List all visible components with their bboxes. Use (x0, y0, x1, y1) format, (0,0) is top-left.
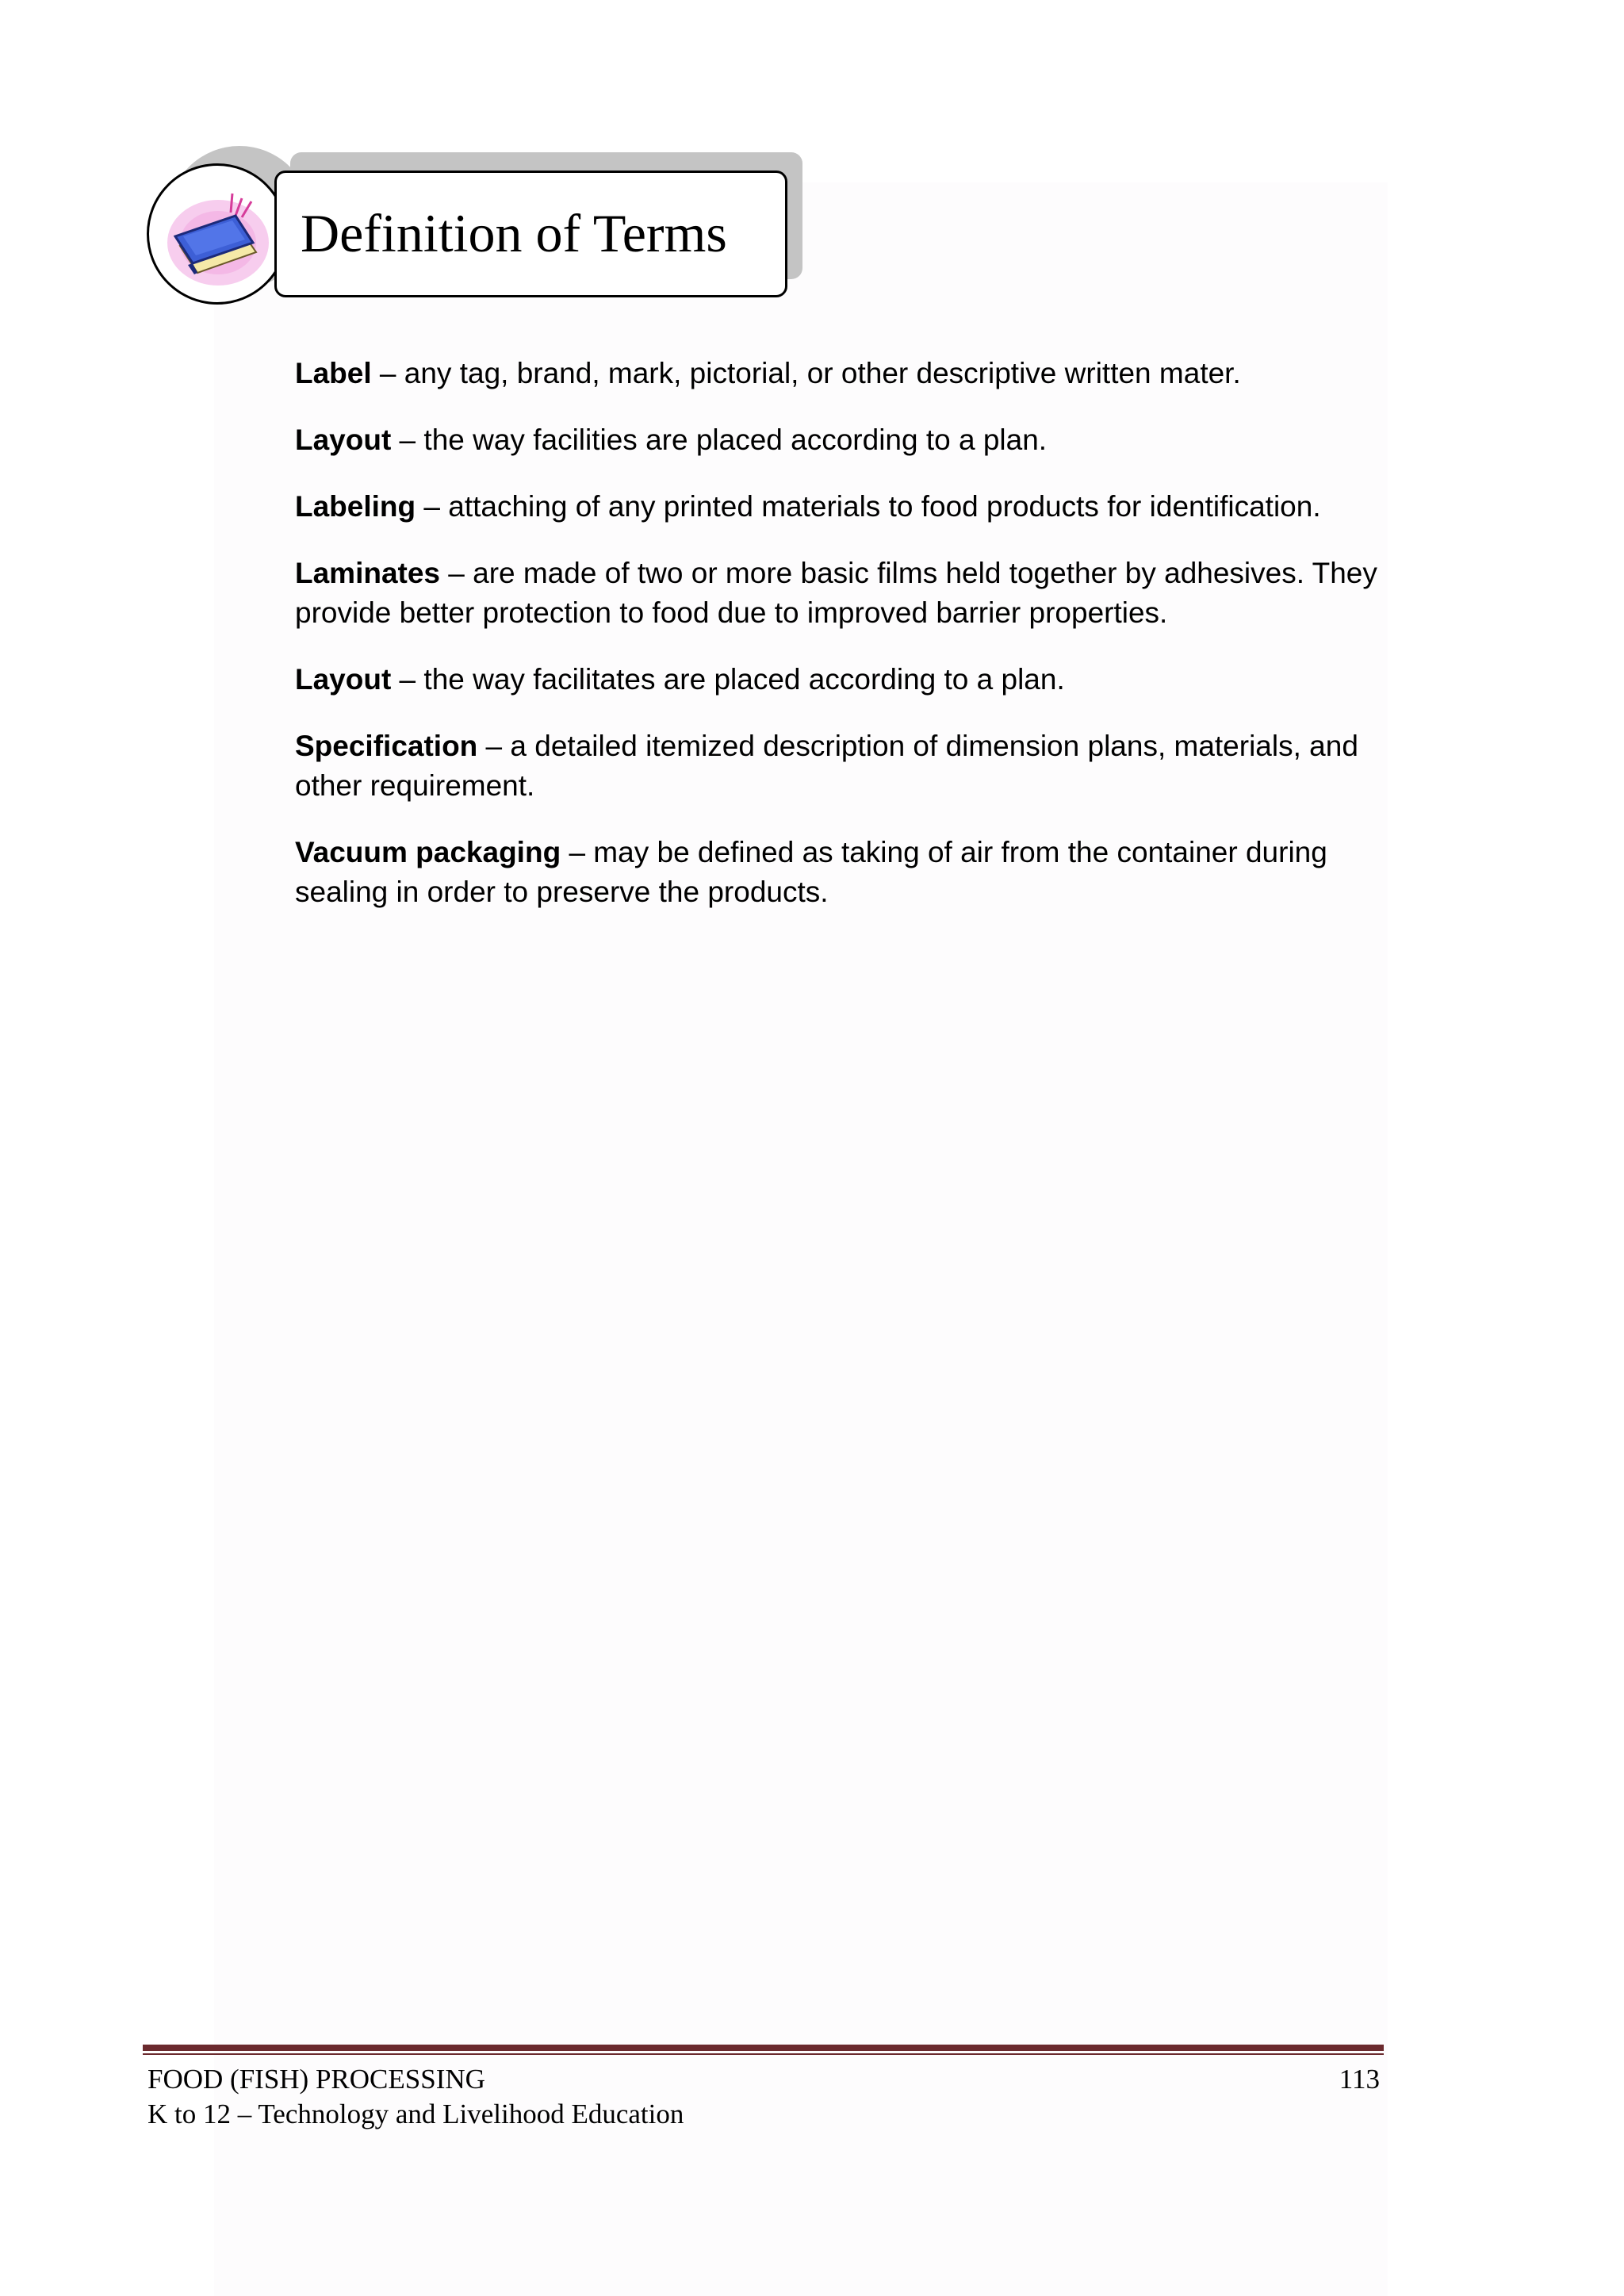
definition-text: – are made of two or more basic films held together by adhesives. They provide better protection to food due to improved barrier properties. (295, 557, 1377, 629)
definition-term: Specification (295, 730, 478, 762)
header-title-box (274, 171, 787, 297)
definition-item (295, 354, 1381, 393)
footer-divider (143, 2045, 1384, 2056)
definition-item (295, 833, 1381, 912)
footer-divider-thin (143, 2053, 1384, 2055)
definition-item (295, 554, 1381, 633)
definition-item (295, 420, 1381, 460)
footer-program-title: K to 12 – Technology and Livelihood Education (147, 2099, 684, 2129)
definition-item (295, 660, 1381, 700)
definition-text: – attaching of any printed materials to food products for identification. (416, 490, 1321, 523)
footer-course-info (147, 2062, 684, 2132)
definitions-list (295, 354, 1381, 939)
definition-term: Labeling (295, 490, 416, 523)
page-title: Definition of Terms (301, 203, 727, 263)
footer-divider-thick (143, 2045, 1384, 2051)
definition-term: Layout (295, 663, 392, 696)
definition-text: – may be defined as taking of air from the container during sealing in order to preserve the products. (295, 836, 1327, 908)
definition-item (295, 487, 1381, 527)
definition-text: – any tag, brand, mark, pictorial, or other descriptive written mater. (371, 357, 1241, 389)
page-number: 113 (1339, 2064, 1380, 2095)
book-icon (163, 184, 274, 295)
definition-term: Vacuum packaging (295, 836, 561, 868)
footer-course-title: FOOD (FISH) PROCESSING (147, 2064, 485, 2095)
definition-text: – the way facilities are placed according to a plan. (391, 424, 1048, 456)
definition-text: – the way facilitates are placed according to a plan. (391, 663, 1065, 696)
definition-item (295, 726, 1381, 806)
definition-text: – a detailed itemized description of dimension plans, materials, and other requirement. (295, 730, 1358, 802)
definition-term: Label (295, 357, 372, 389)
definition-term: Layout (295, 424, 392, 456)
definition-term: Laminates (295, 557, 441, 589)
